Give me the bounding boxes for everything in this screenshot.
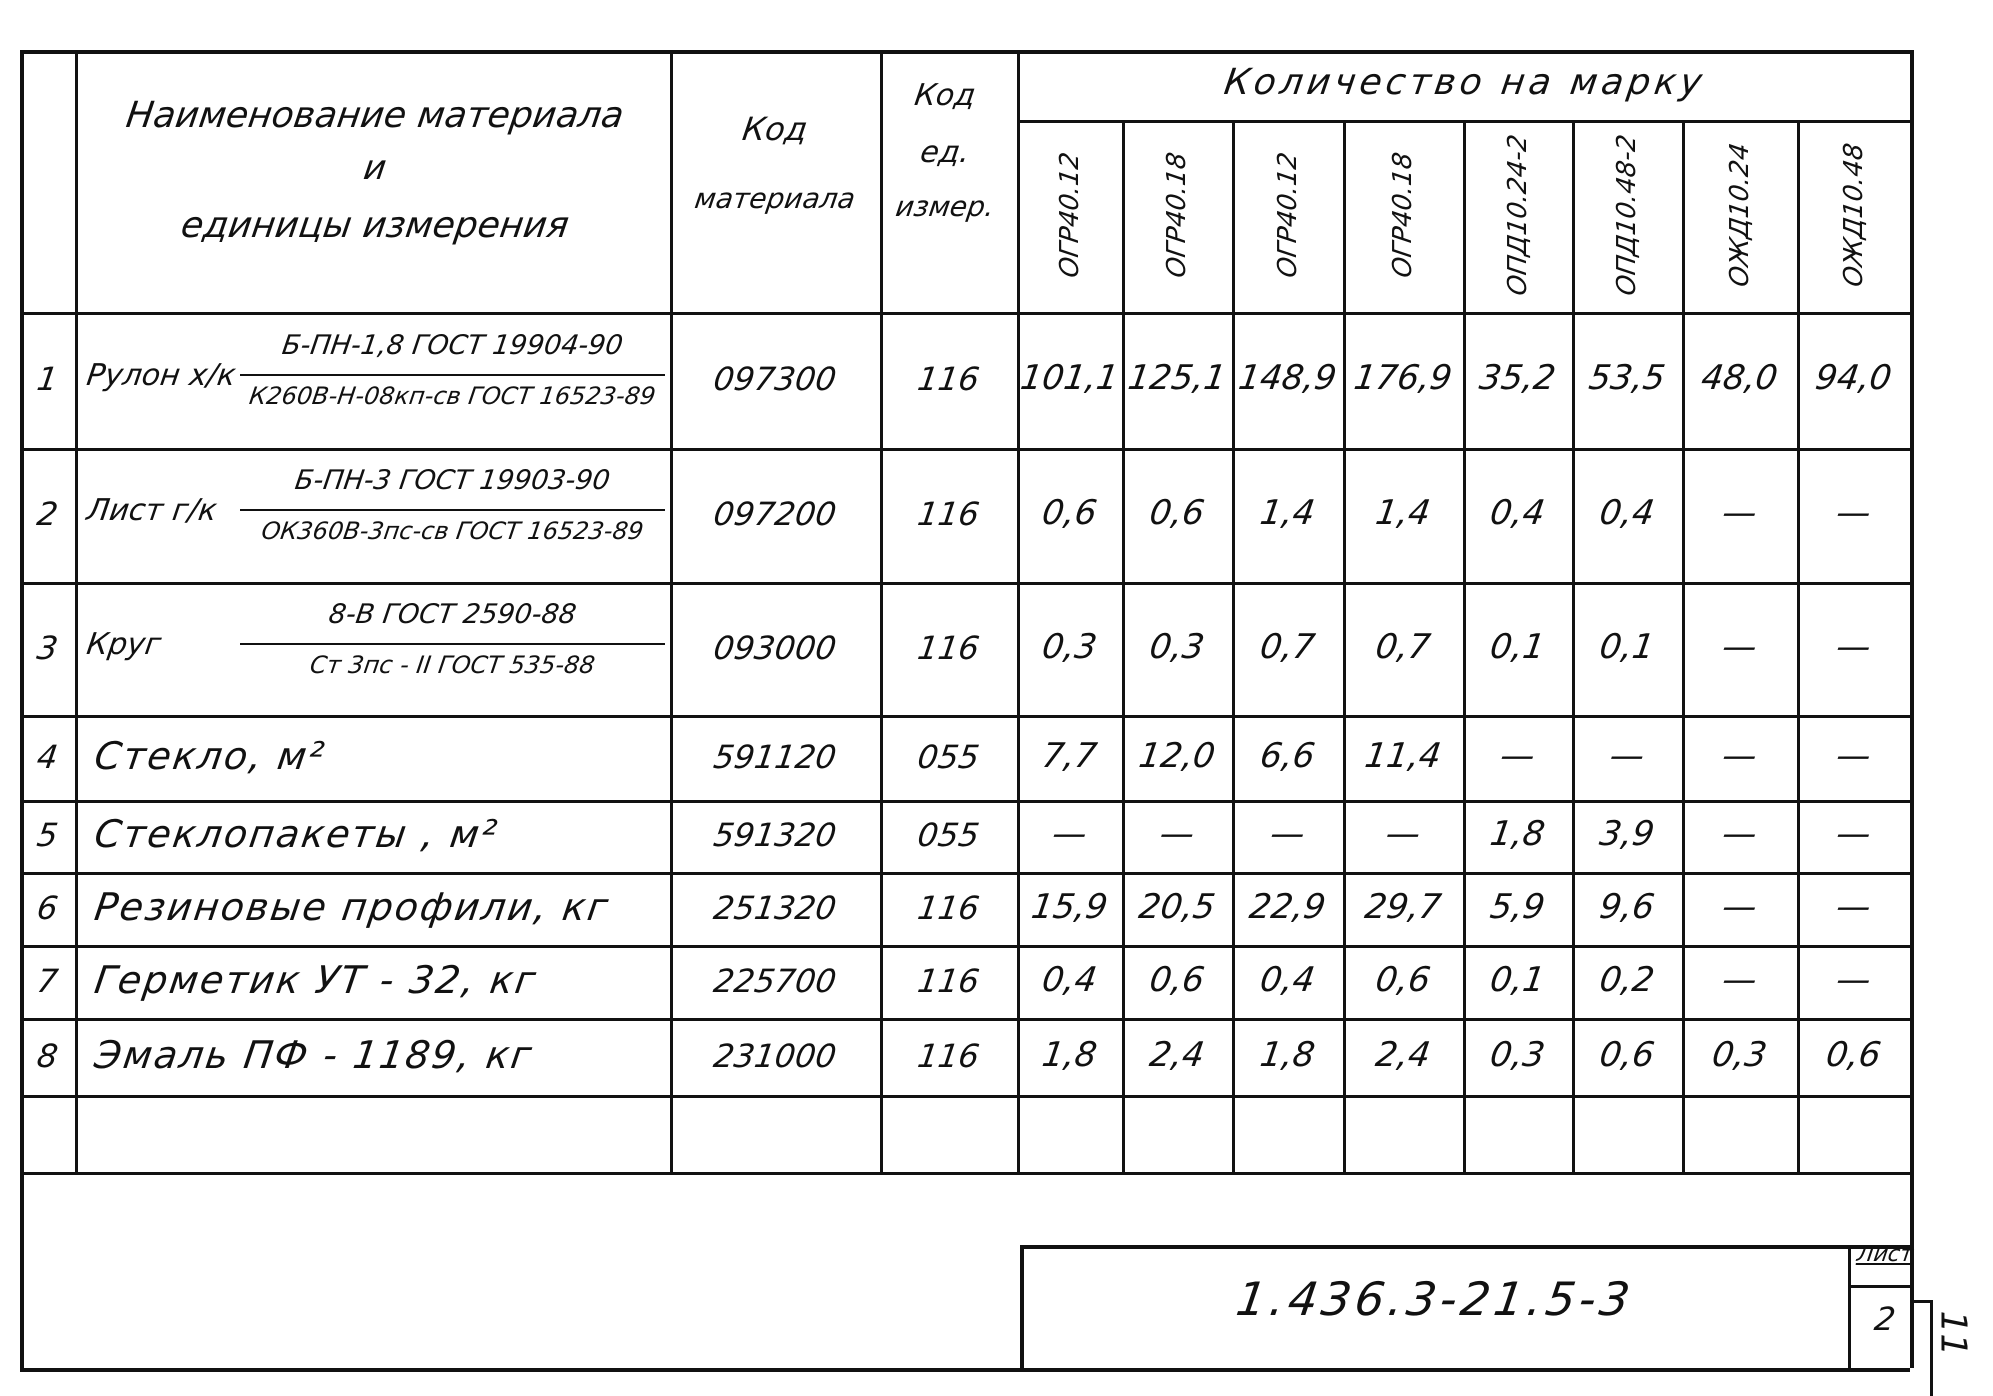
row-number: 4	[34, 737, 61, 776]
grid-line-h	[20, 312, 1910, 315]
row-quantity: 0,6	[1147, 959, 1207, 1000]
mark-header: ОЖД10.48	[1838, 141, 1869, 289]
row-material-spec-top: Б-ПН-3 ГОСТ 19903-90	[293, 465, 612, 496]
grid-line-h	[20, 1095, 1910, 1098]
mark-header: ОГР40.12	[1054, 150, 1085, 280]
row-material-code: 097200	[711, 495, 839, 533]
row-material-code: 591320	[711, 816, 839, 854]
row-material-code: 093000	[711, 628, 839, 667]
row-quantity: —	[1719, 959, 1760, 1000]
row-unit-code: 116	[915, 961, 982, 1000]
row-quantity: 0,1	[1487, 626, 1548, 667]
row-number: 7	[34, 961, 61, 1000]
row-unit-code: 116	[915, 495, 982, 533]
grid-line-v	[75, 50, 78, 1172]
sheet-label: Лист	[1855, 1242, 1915, 1267]
row-quantity: 3,9	[1597, 814, 1657, 854]
row-quantity: 2,4	[1147, 1034, 1207, 1075]
row-quantity: —	[1719, 814, 1760, 854]
row-number: 6	[34, 888, 61, 927]
row-quantity: 94,0	[1812, 358, 1895, 398]
row-quantity: 20,5	[1136, 886, 1218, 927]
grid-line-v	[1910, 50, 1914, 1368]
grid-line-h	[20, 1018, 1910, 1021]
grid-line-h	[20, 582, 1910, 585]
row-number: 8	[34, 1036, 61, 1075]
row-quantity: 9,6	[1597, 886, 1657, 927]
row-quantity: 125,1	[1125, 358, 1229, 398]
fraction-line	[240, 643, 665, 645]
row-quantity: 1,8	[1257, 1034, 1318, 1075]
grid-line-h	[1848, 1285, 1910, 1288]
row-quantity: 0,6	[1039, 493, 1100, 533]
row-quantity: —	[1833, 493, 1874, 533]
row-quantity: —	[1719, 493, 1760, 533]
row-quantity: 29,7	[1362, 886, 1444, 927]
mark-header: ОЖД10.24	[1724, 141, 1755, 289]
row-material-spec-bottom: ОК360В-3пс-св ГОСТ 16523-89	[259, 517, 646, 545]
header-name-line1: Наименование материала	[123, 95, 627, 136]
row-quantity: 0,4	[1039, 959, 1100, 1000]
row-quantity: —	[1833, 886, 1874, 927]
row-material-name: Резиновые профили, кг	[91, 884, 613, 929]
row-material-name: Герметик УТ - 32, кг	[91, 957, 541, 1002]
row-quantity: 0,6	[1147, 493, 1207, 533]
row-quantity: 0,1	[1597, 626, 1657, 667]
sheet-number: 2	[1872, 1300, 1898, 1338]
row-number: 2	[34, 495, 61, 533]
row-material-code: 591120	[711, 737, 839, 776]
row-quantity: —	[1719, 626, 1760, 667]
row-quantity: —	[1833, 959, 1874, 1000]
row-quantity: —	[1833, 814, 1874, 854]
grid-line-v	[1017, 50, 1020, 1172]
grid-line-h	[20, 50, 1910, 54]
row-material-spec-bottom: Ст 3пс - II ГОСТ 535-88	[308, 650, 597, 679]
mark-header: ОГР40.12	[1272, 150, 1303, 280]
row-quantity: 12,0	[1136, 735, 1218, 776]
row-quantity: —	[1719, 886, 1760, 927]
row-material-code: 231000	[711, 1036, 839, 1075]
row-quantity: 1,8	[1039, 1034, 1100, 1075]
row-quantity: 0,2	[1597, 959, 1657, 1000]
mark-header: ОГР40.18	[1162, 150, 1192, 280]
row-quantity: 48,0	[1698, 358, 1781, 398]
grid-line-h	[20, 448, 1910, 451]
row-quantity: 1,4	[1373, 493, 1433, 533]
mark-header: ОГР40.18	[1388, 150, 1418, 280]
row-quantity: 0,7	[1373, 626, 1433, 667]
fraction-line	[240, 374, 665, 376]
row-quantity: 0,4	[1257, 959, 1318, 1000]
row-unit-code: 116	[915, 628, 982, 667]
row-material-spec-top: 8-В ГОСТ 2590-88	[326, 598, 579, 630]
quantity-title: Количество на марку	[1221, 62, 1709, 103]
row-quantity: 22,9	[1246, 886, 1329, 927]
row-quantity: 0,3	[1039, 626, 1100, 667]
row-material-name: Рулон х/к	[84, 358, 238, 393]
row-material-name: Стекло, м²	[91, 733, 329, 778]
fraction-line	[240, 509, 665, 511]
row-quantity: —	[1719, 735, 1760, 776]
row-quantity: —	[1267, 814, 1308, 854]
row-material-code: 225700	[711, 961, 839, 1000]
row-quantity: —	[1607, 735, 1647, 776]
row-quantity: 0,3	[1147, 626, 1207, 667]
row-quantity: 53,5	[1586, 358, 1668, 398]
grid-line-h	[20, 1172, 1910, 1175]
row-unit-code: 116	[915, 360, 982, 398]
row-unit-code: 116	[915, 1036, 982, 1075]
row-quantity: —	[1383, 814, 1423, 854]
grid-line-h	[20, 715, 1910, 718]
row-quantity: 0,6	[1373, 959, 1433, 1000]
header-code-line1: Код	[740, 110, 810, 148]
grid-line-v	[670, 50, 673, 1172]
header-name-line2: и	[361, 148, 389, 188]
row-quantity: 35,2	[1476, 358, 1559, 398]
row-quantity: 101,1	[1018, 358, 1121, 398]
row-quantity: —	[1157, 814, 1197, 854]
row-quantity: 0,7	[1257, 626, 1318, 667]
row-unit-code: 116	[915, 888, 982, 927]
row-quantity: 0,6	[1597, 1034, 1657, 1075]
row-quantity: 15,9	[1028, 886, 1111, 927]
row-number: 3	[34, 628, 61, 667]
row-unit-code: 055	[915, 737, 982, 776]
row-material-name: Круг	[84, 626, 164, 662]
header-unit-line2: ед.	[918, 135, 972, 170]
header-name-line3: единицы измерения	[178, 205, 572, 246]
row-material-name: Эмаль ПФ - 1189, кг	[91, 1032, 537, 1077]
row-material-spec-bottom: К260В-Н-08кп-св ГОСТ 16523-89	[247, 382, 658, 410]
row-quantity: 0,3	[1487, 1034, 1548, 1075]
row-quantity: 7,7	[1039, 735, 1100, 776]
row-quantity: 0,6	[1823, 1034, 1884, 1075]
row-quantity: 176,9	[1351, 358, 1455, 398]
row-material-spec-top: Б-ПН-1,8 ГОСТ 19904-90	[280, 330, 625, 361]
row-quantity: 6,6	[1257, 735, 1318, 776]
row-material-name: Лист г/к	[84, 493, 220, 528]
row-quantity: 1,4	[1257, 493, 1318, 533]
row-number: 5	[34, 816, 61, 854]
margin-page-number: 11	[1932, 1310, 1974, 1357]
grid-line-h	[20, 945, 1910, 948]
row-unit-code: 055	[915, 816, 982, 854]
row-quantity: 2,4	[1373, 1034, 1433, 1075]
row-quantity: 0,1	[1487, 959, 1548, 1000]
row-material-code: 251320	[711, 888, 839, 927]
row-material-code: 097300	[711, 360, 839, 398]
row-quantity: —	[1049, 814, 1090, 854]
row-quantity: —	[1833, 735, 1874, 776]
document-designation: 1.436.3-21.5-3	[1232, 1272, 1638, 1326]
mark-header: ОПД10.48-2	[1612, 132, 1642, 298]
row-quantity: 0,4	[1487, 493, 1548, 533]
row-quantity: 148,9	[1236, 358, 1339, 398]
mark-header: ОПД10.24-2	[1502, 132, 1533, 298]
row-quantity: 0,4	[1597, 493, 1657, 533]
grid-line-h	[20, 872, 1910, 875]
grid-line-h	[1020, 1245, 1910, 1249]
grid-line-h	[20, 1368, 1910, 1372]
row-material-name: Стеклопакеты , м²	[91, 812, 502, 856]
row-number: 1	[34, 360, 61, 398]
row-quantity: 5,9	[1487, 886, 1548, 927]
row-quantity: 0,3	[1709, 1034, 1770, 1075]
header-unit-line1: Код	[912, 78, 978, 113]
grid-line-v	[20, 50, 24, 1368]
header-unit-line3: измер.	[893, 190, 997, 223]
row-quantity: 11,4	[1362, 735, 1444, 776]
row-quantity: —	[1833, 626, 1874, 667]
row-quantity: 1,8	[1487, 814, 1548, 854]
row-quantity: —	[1497, 735, 1538, 776]
header-code-line2: материала	[692, 182, 858, 215]
grid-line-h	[20, 800, 1910, 803]
